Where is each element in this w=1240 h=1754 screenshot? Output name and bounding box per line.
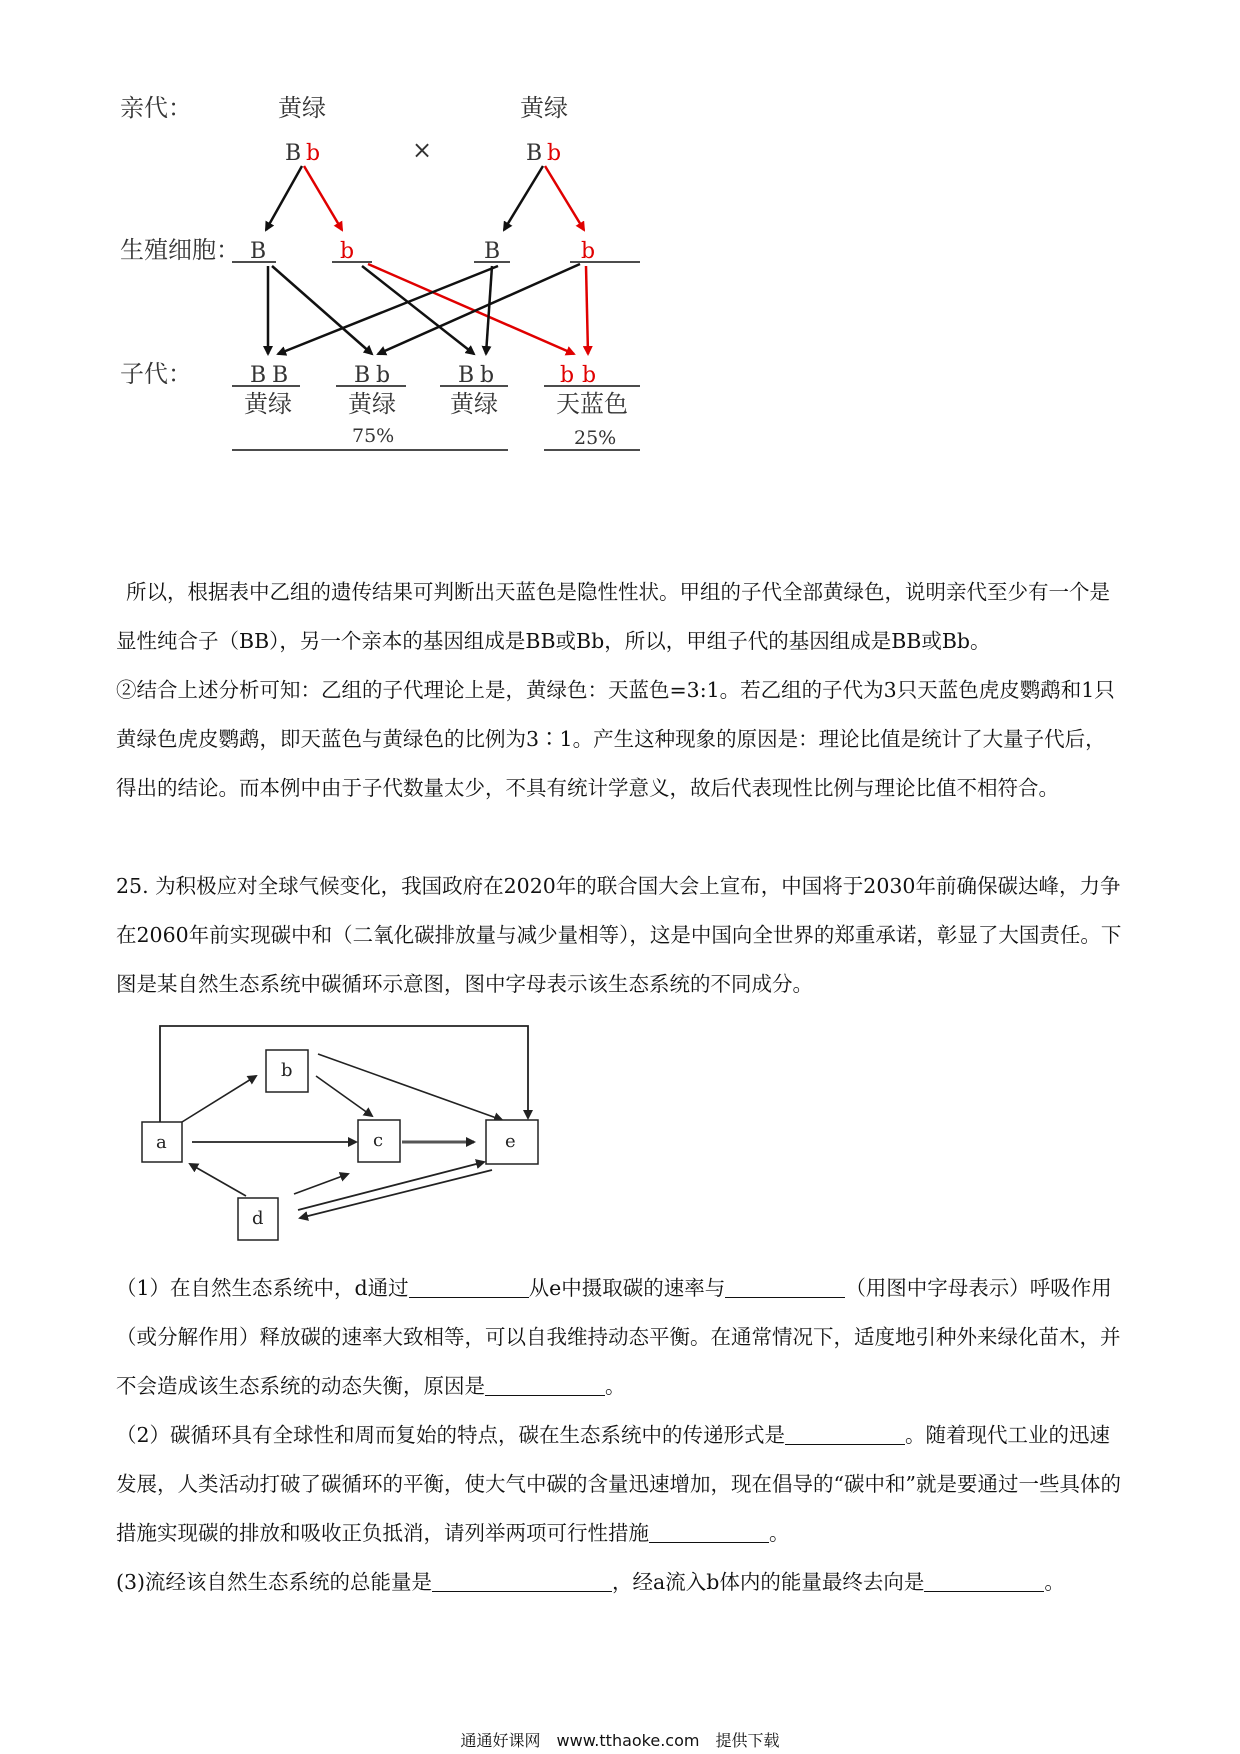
arrow-parent-right-to-b xyxy=(545,166,584,230)
offspring-1-g2: B xyxy=(272,363,289,388)
parent-genotype-right-B: B xyxy=(526,141,543,166)
offspring-4-g2: b xyxy=(582,363,597,388)
row-label-parents: 亲代： xyxy=(120,94,192,122)
parent-genotype-left-B: B xyxy=(285,141,302,166)
q1-blank-1[interactable] xyxy=(409,1277,529,1299)
row-label-gametes: 生殖细胞： xyxy=(120,236,240,264)
arrow-d-to-e xyxy=(298,1162,484,1210)
q1-blank-2[interactable] xyxy=(725,1277,845,1299)
arrow-b-right-to-Bb xyxy=(378,264,580,354)
q2-end: 。 xyxy=(769,1521,790,1545)
percent-dominant: 75% xyxy=(352,425,395,447)
cross-symbol: × xyxy=(412,136,433,164)
arrow-B-left-to-Bb xyxy=(272,266,372,354)
parent-genotype-right-b: b xyxy=(547,141,562,166)
q1-blank-3[interactable] xyxy=(485,1375,605,1397)
gamete-B-left: B xyxy=(250,239,267,264)
question-25-stem: 25. 为积极应对全球气候变化，我国政府在2020年的联合国大会上宣布，中国将于2030年前确保碳达峰，力争在2060年前实现碳中和（二氧化碳排放量与减少量相等），这是中国向全世界的郑重承诺，彰显了大国责任。下图是某自然生态系统中碳循环示意图，图中字母表示该生态系统的不同成分。 xyxy=(116,874,1122,996)
q1-text-1: （1）在自然生态系统中，d通过 xyxy=(116,1276,409,1300)
offspring-2-phenotype: 黄绿 xyxy=(348,390,396,418)
q3-end: 。 xyxy=(1044,1570,1065,1594)
q1-text-3: （用图中字母表示）呼吸作用（或分解作用）释放碳的速率大致相等，可以自我维持动态平衡。在通常情况下，适度地引种外来绿化苗木，并不会造成该生态系统的动态失衡，原因是 xyxy=(116,1276,1121,1398)
carbon-cycle-diagram xyxy=(120,1010,560,1260)
arrow-a-to-b xyxy=(182,1076,256,1122)
q3-text-2: ，经a流入b体内的能量最终去向是 xyxy=(612,1570,925,1594)
row-label-offspring: 子代： xyxy=(120,360,192,388)
question-3 xyxy=(116,1558,1126,1607)
offspring-3-phenotype: 黄绿 xyxy=(450,390,498,418)
q3-blank-2[interactable] xyxy=(924,1571,1044,1593)
gamete-B-right: B xyxy=(484,239,501,264)
offspring-2-g2: b xyxy=(376,363,391,388)
gamete-b-left: b xyxy=(340,239,355,264)
offspring-4-phenotype: 天蓝色 xyxy=(556,390,628,418)
parent-phenotype-left: 黄绿 xyxy=(278,94,326,122)
gamete-b-right: b xyxy=(581,239,596,264)
percent-recessive: 25% xyxy=(574,427,617,449)
q3-text-1: (3)流经该自然生态系统的总能量是 xyxy=(116,1570,433,1594)
page-footer: 通通好课网 www.tthaoke.com 提供下载 xyxy=(460,1731,780,1750)
arrow-b-left-to-Bb2 xyxy=(362,266,474,354)
offspring-1-phenotype: 黄绿 xyxy=(244,390,292,418)
offspring-2-g1: B xyxy=(354,363,371,388)
q2-blank-1[interactable] xyxy=(785,1424,905,1446)
arrow-d-to-c xyxy=(294,1174,348,1194)
arrow-b-to-c xyxy=(316,1076,372,1116)
arrow-parent-left-to-B xyxy=(266,166,302,230)
offspring-4-g1: b xyxy=(560,363,575,388)
arrow-e-to-d xyxy=(300,1170,492,1218)
arrow-a-to-e-top xyxy=(160,1026,528,1122)
arrow-parent-left-to-b xyxy=(304,166,342,230)
arrow-d-to-a xyxy=(190,1164,246,1196)
offspring-1-g1: B xyxy=(250,363,267,388)
parent-phenotype-right: 黄绿 xyxy=(520,94,568,122)
arrow-B-right-to-BB xyxy=(278,266,498,354)
q1-text-2: 从e中摄取碳的速率与 xyxy=(528,1276,726,1300)
offspring-3-g1: B xyxy=(458,363,475,388)
question-1 xyxy=(116,1264,1126,1411)
parent-genotype-left-b: b xyxy=(306,141,321,166)
arrow-B-right-to-Bb2 xyxy=(486,266,492,354)
paragraph-analysis-1: 所以，根据表中乙组的遗传结果可判断出天蓝色是隐性性状。甲组的子代全部黄绿色，说明亲代至少有一个是显性纯合子（BB），另一个亲本的基因组成是BB或Bb，所以，甲组子代的基因组成是BB或Bb。 xyxy=(116,580,1110,653)
q2-text-2: 。随着现代工业的迅速发展，人类活动打破了碳循环的平衡，使大气中碳的含量迅速增加，现在倡导的“碳中和”就是要通过一些具体的措施实现碳的排放和吸收正负抵消，请列举两项可行性措施 xyxy=(116,1423,1121,1545)
node-b-label: b xyxy=(281,1060,293,1081)
node-c-label: c xyxy=(373,1130,384,1151)
q3-blank-1[interactable] xyxy=(432,1571,612,1593)
arrow-b-to-e xyxy=(318,1054,502,1120)
q1-end: 。 xyxy=(605,1374,626,1398)
arrow-parent-right-to-B xyxy=(504,166,543,230)
paragraph-analysis-2: ②结合上述分析可知：乙组的子代理论上是，黄绿色：天蓝色=3:1。若乙组的子代为3只天蓝色虎皮鹦鹉和1只黄绿色虎皮鹦鹉，即天蓝色与黄绿色的比例为3∶1。产生这种现象的原因是：理论比值是统计了大量子代后，得出的结论。而本例中由于子代数量太少，不具有统计学意义，故后代表现性比例与理论比值不相符合。 xyxy=(116,678,1115,800)
node-e-label: e xyxy=(505,1131,516,1152)
q2-blank-2[interactable] xyxy=(649,1522,769,1544)
genetic-cross-diagram xyxy=(100,80,740,520)
node-a-label: a xyxy=(156,1132,167,1153)
node-d-label: d xyxy=(252,1208,264,1229)
arrow-b-right-to-bb xyxy=(586,266,588,354)
q2-text-1: （2）碳循环具有全球性和周而复始的特点，碳在生态系统中的传递形式是 xyxy=(116,1423,786,1447)
question-2 xyxy=(116,1411,1126,1558)
offspring-3-g2: b xyxy=(480,363,495,388)
